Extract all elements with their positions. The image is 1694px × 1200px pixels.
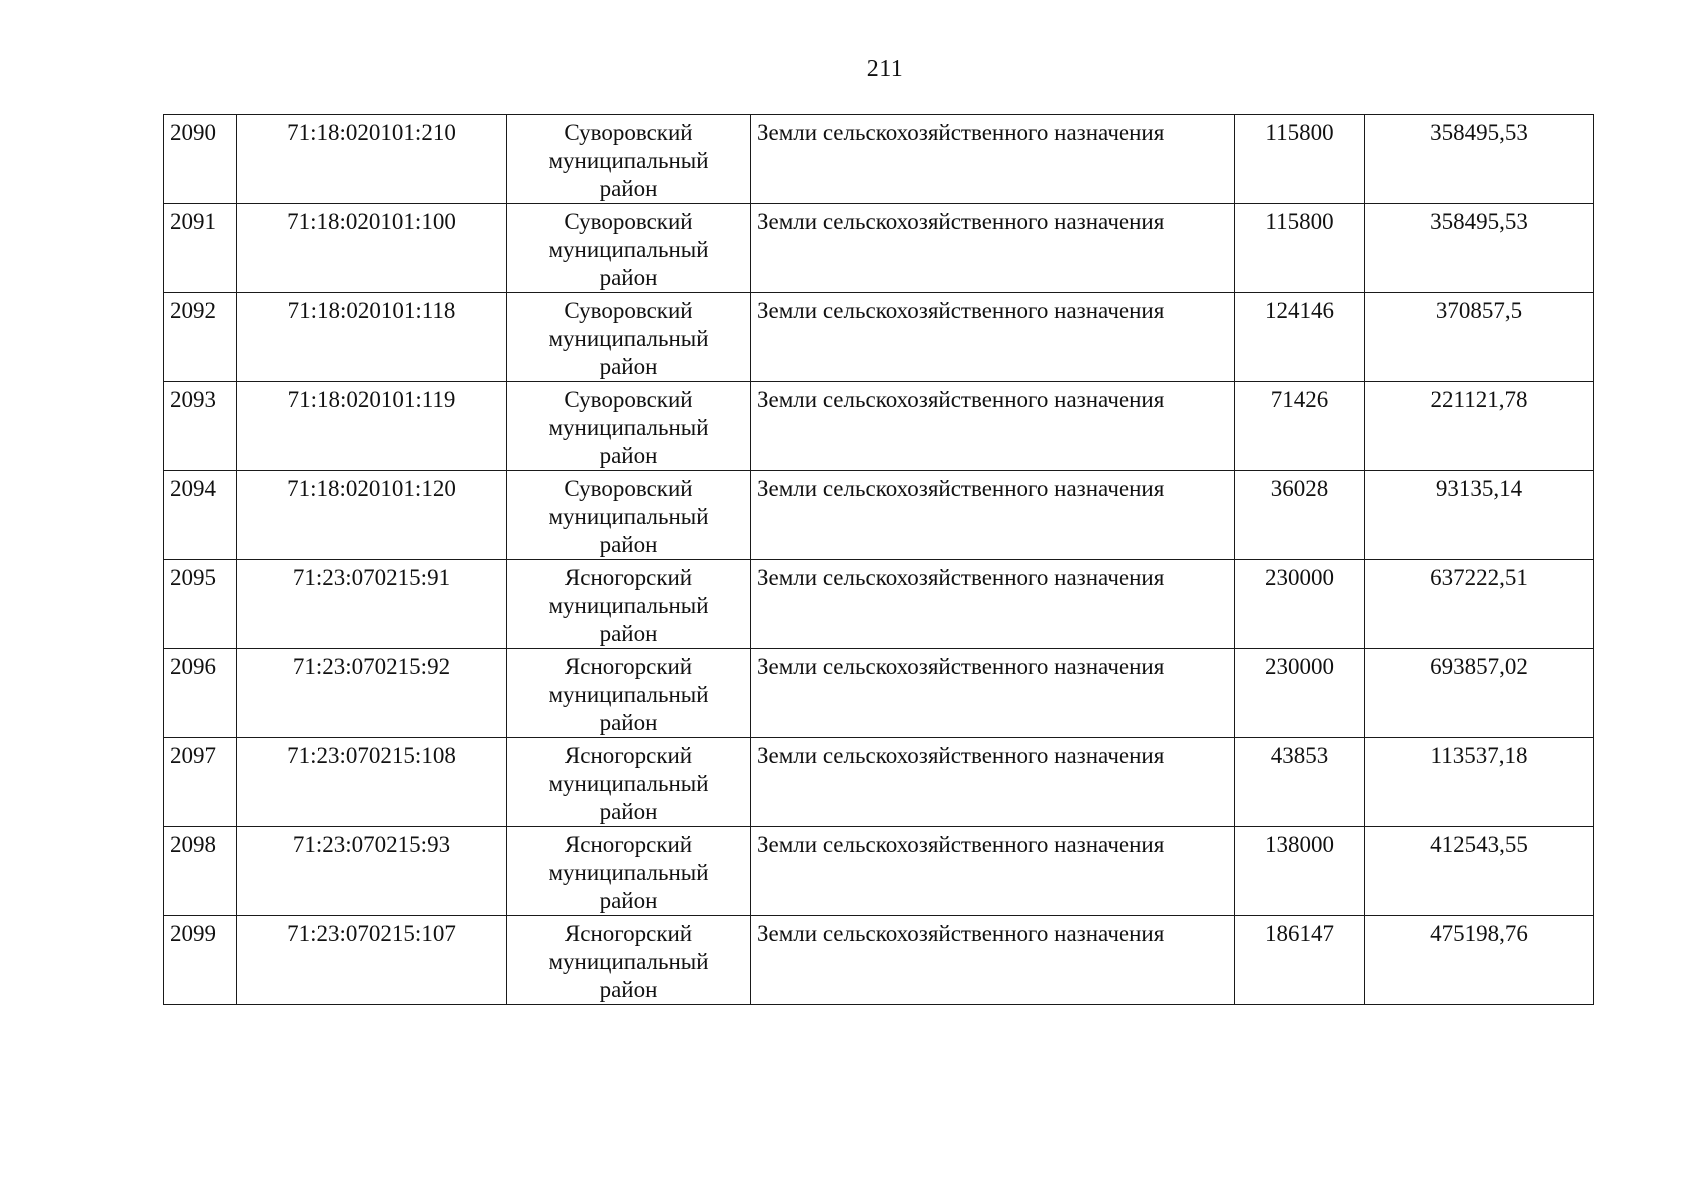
- cadastral-number-cell: 71:23:070215:108: [237, 738, 507, 827]
- row-number-cell: 2092: [164, 293, 237, 382]
- table-row: [164, 738, 1594, 827]
- district-name: Ясногорский: [564, 832, 693, 857]
- area-cell: 186147: [1235, 916, 1365, 1005]
- district-name: Суворовский: [564, 298, 693, 323]
- cadastral-number-cell: 71:23:070215:93: [237, 827, 507, 916]
- district-type: муниципальный: [548, 237, 709, 262]
- area-cell: 124146: [1235, 293, 1365, 382]
- cadastral-number-cell: 71:18:020101:119: [237, 382, 507, 471]
- district-type: муниципальный: [548, 504, 709, 529]
- district-name: Ясногорский: [564, 743, 693, 768]
- district-cell: [507, 827, 751, 916]
- row-number-cell: 2099: [164, 916, 237, 1005]
- cadastral-value-cell: 370857,5: [1365, 293, 1594, 382]
- district-cell: [507, 649, 751, 738]
- cadastral-value-cell: 113537,18: [1365, 738, 1594, 827]
- district-type: муниципальный: [548, 860, 709, 885]
- district-cell: [507, 560, 751, 649]
- land-registry-table: [163, 114, 1594, 1005]
- land-category-cell: Земли сельскохозяйственного назначения: [751, 649, 1235, 738]
- district-unit: район: [599, 354, 658, 379]
- district-type: муниципальный: [548, 949, 709, 974]
- district-cell: [507, 115, 751, 204]
- table-row: [164, 115, 1594, 204]
- land-category-cell: Земли сельскохозяйственного назначения: [751, 471, 1235, 560]
- cadastral-value-cell: 412543,55: [1365, 827, 1594, 916]
- land-category-cell: Земли сельскохозяйственного назначения: [751, 560, 1235, 649]
- row-number-cell: 2095: [164, 560, 237, 649]
- district-unit: район: [599, 799, 658, 824]
- cadastral-number-cell: 71:18:020101:118: [237, 293, 507, 382]
- district-name: Ясногорский: [564, 654, 693, 679]
- area-cell: 115800: [1235, 115, 1365, 204]
- cadastral-value-cell: 358495,53: [1365, 204, 1594, 293]
- row-number-cell: 2091: [164, 204, 237, 293]
- row-number-cell: 2096: [164, 649, 237, 738]
- district-cell: [507, 738, 751, 827]
- district-type: муниципальный: [548, 771, 709, 796]
- cadastral-number-cell: 71:23:070215:91: [237, 560, 507, 649]
- district-unit: район: [599, 265, 658, 290]
- land-category-cell: Земли сельскохозяйственного назначения: [751, 293, 1235, 382]
- page-number: 211: [866, 56, 904, 82]
- row-number-cell: 2093: [164, 382, 237, 471]
- area-cell: 230000: [1235, 649, 1365, 738]
- area-cell: 230000: [1235, 560, 1365, 649]
- cadastral-number-cell: 71:23:070215:92: [237, 649, 507, 738]
- land-category-cell: Земли сельскохозяйственного назначения: [751, 916, 1235, 1005]
- district-name: Суворовский: [564, 120, 693, 145]
- district-unit: район: [599, 621, 658, 646]
- area-cell: 138000: [1235, 827, 1365, 916]
- district-type: муниципальный: [548, 326, 709, 351]
- district-unit: район: [599, 888, 658, 913]
- cadastral-value-cell: 358495,53: [1365, 115, 1594, 204]
- district-name: Суворовский: [564, 476, 693, 501]
- district-name: Суворовский: [564, 209, 693, 234]
- table-row: [164, 471, 1594, 560]
- land-category-cell: Земли сельскохозяйственного назначения: [751, 115, 1235, 204]
- district-name: Ясногорский: [564, 921, 693, 946]
- row-number-cell: 2098: [164, 827, 237, 916]
- area-cell: 36028: [1235, 471, 1365, 560]
- cadastral-number-cell: 71:18:020101:120: [237, 471, 507, 560]
- district-unit: район: [599, 443, 658, 468]
- table-row: [164, 382, 1594, 471]
- table-row: [164, 916, 1594, 1005]
- district-type: муниципальный: [548, 415, 709, 440]
- district-cell: [507, 204, 751, 293]
- cadastral-number-cell: 71:23:070215:107: [237, 916, 507, 1005]
- table-row: [164, 827, 1594, 916]
- district-type: муниципальный: [548, 593, 709, 618]
- cadastral-value-cell: 221121,78: [1365, 382, 1594, 471]
- cadastral-value-cell: 693857,02: [1365, 649, 1594, 738]
- district-cell: [507, 382, 751, 471]
- cadastral-value-cell: 475198,76: [1365, 916, 1594, 1005]
- district-unit: район: [599, 176, 658, 201]
- row-number-cell: 2097: [164, 738, 237, 827]
- district-unit: район: [599, 710, 658, 735]
- land-category-cell: Земли сельскохозяйственного назначения: [751, 382, 1235, 471]
- table-row: [164, 293, 1594, 382]
- cadastral-value-cell: 93135,14: [1365, 471, 1594, 560]
- cadastral-value-cell: 637222,51: [1365, 560, 1594, 649]
- table-body: [164, 115, 1594, 1005]
- land-category-cell: Земли сельскохозяйственного назначения: [751, 204, 1235, 293]
- district-type: муниципальный: [548, 148, 709, 173]
- row-number-cell: 2090: [164, 115, 237, 204]
- area-cell: 43853: [1235, 738, 1365, 827]
- land-category-cell: Земли сельскохозяйственного назначения: [751, 738, 1235, 827]
- district-cell: [507, 293, 751, 382]
- table-row: [164, 560, 1594, 649]
- district-name: Суворовский: [564, 387, 693, 412]
- district-cell: [507, 471, 751, 560]
- district-type: муниципальный: [548, 682, 709, 707]
- cadastral-number-cell: 71:18:020101:100: [237, 204, 507, 293]
- land-category-cell: Земли сельскохозяйственного назначения: [751, 827, 1235, 916]
- area-cell: 71426: [1235, 382, 1365, 471]
- district-unit: район: [599, 532, 658, 557]
- district-name: Ясногорский: [564, 565, 693, 590]
- cadastral-number-cell: 71:18:020101:210: [237, 115, 507, 204]
- table-row: [164, 204, 1594, 293]
- table-row: [164, 649, 1594, 738]
- district-unit: район: [599, 977, 658, 1002]
- row-number-cell: 2094: [164, 471, 237, 560]
- district-cell: [507, 916, 751, 1005]
- area-cell: 115800: [1235, 204, 1365, 293]
